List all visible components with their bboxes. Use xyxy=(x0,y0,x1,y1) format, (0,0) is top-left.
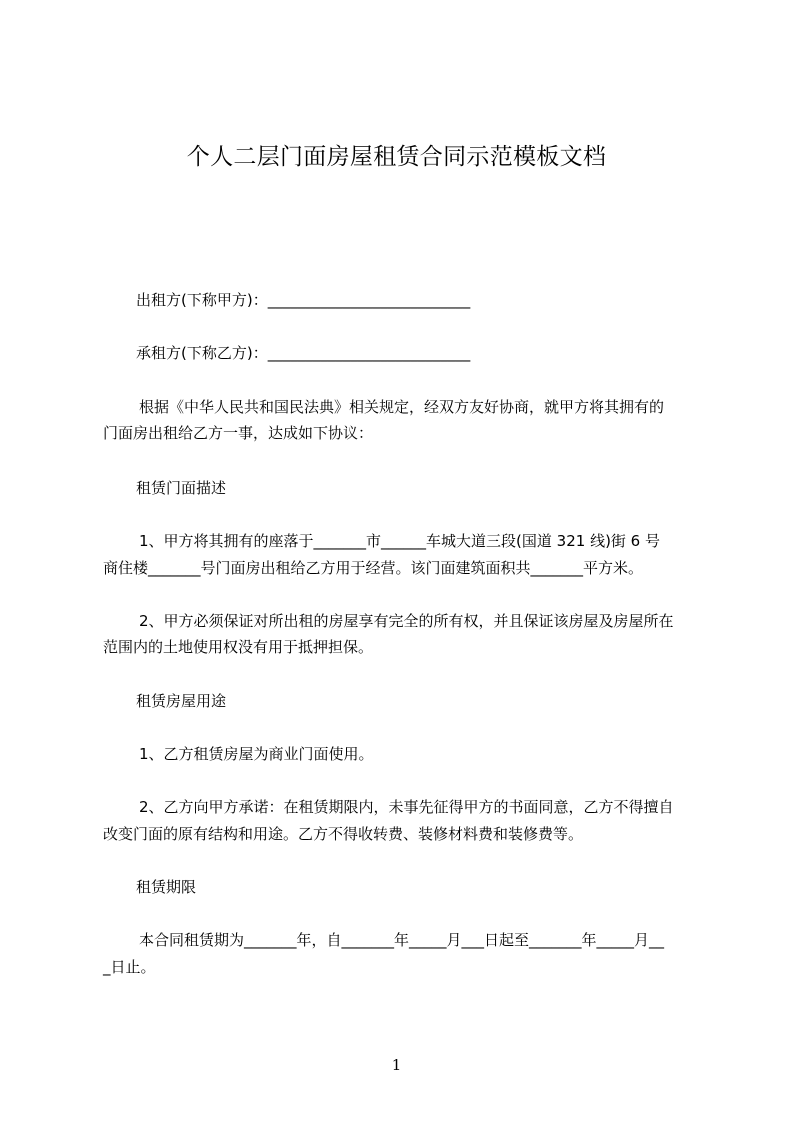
intro-paragraph-line-1: 根据《中华人民共和国民法典》相关规定，经双方友好协商，就甲方将其拥有的 xyxy=(139,398,665,416)
term-paragraph-line-1: 本合同租赁期为_______年，自_______年_____月___日起至_______年_____月__ xyxy=(139,931,665,949)
usage-item-2-line-1: 2、乙方向甲方承诺：在租赁期限内，未事先征得甲方的书面同意，乙方不得擅自 xyxy=(139,798,674,816)
premises-item-2-line-1: 2、甲方必须保证对所出租的房屋享有完全的所有权，并且保证该房屋及房屋所在 xyxy=(139,612,674,630)
usage-item-1: 1、乙方租赁房屋为商业门面使用。 xyxy=(139,745,374,763)
premises-item-1-line-2: 商住楼_______号门面房出租给乙方用于经营。该门面建筑面积共_______平方米。 xyxy=(103,559,644,577)
lessor-line: 出租方(下称甲方)：___________________________ xyxy=(136,291,471,309)
premises-item-1-line-1: 1、甲方将其拥有的座落于_______市______车城大道三段(国道 321 线)街 6 号 xyxy=(139,532,660,550)
intro-paragraph-line-2: 门面房出租给乙方一事，达成如下协议： xyxy=(103,424,374,442)
page-number: 1 xyxy=(391,1056,402,1074)
lessee-line: 承租方(下称乙方)：___________________________ xyxy=(136,344,471,362)
premises-item-2-line-2: 范围内的土地使用权没有用于抵押担保。 xyxy=(103,638,374,656)
section-heading-usage: 租赁房屋用途 xyxy=(136,692,227,710)
usage-item-2-line-2: 改变门面的原有结构和用途。乙方不得收转费、装修材料费和装修费等。 xyxy=(103,825,584,843)
term-paragraph-line-2: _日止。 xyxy=(103,958,156,976)
section-heading-term: 租赁期限 xyxy=(136,878,197,896)
section-heading-premises: 租赁门面描述 xyxy=(136,479,227,497)
document-title: 个人二层门面房屋租赁合同示范模板文档 xyxy=(186,144,607,170)
